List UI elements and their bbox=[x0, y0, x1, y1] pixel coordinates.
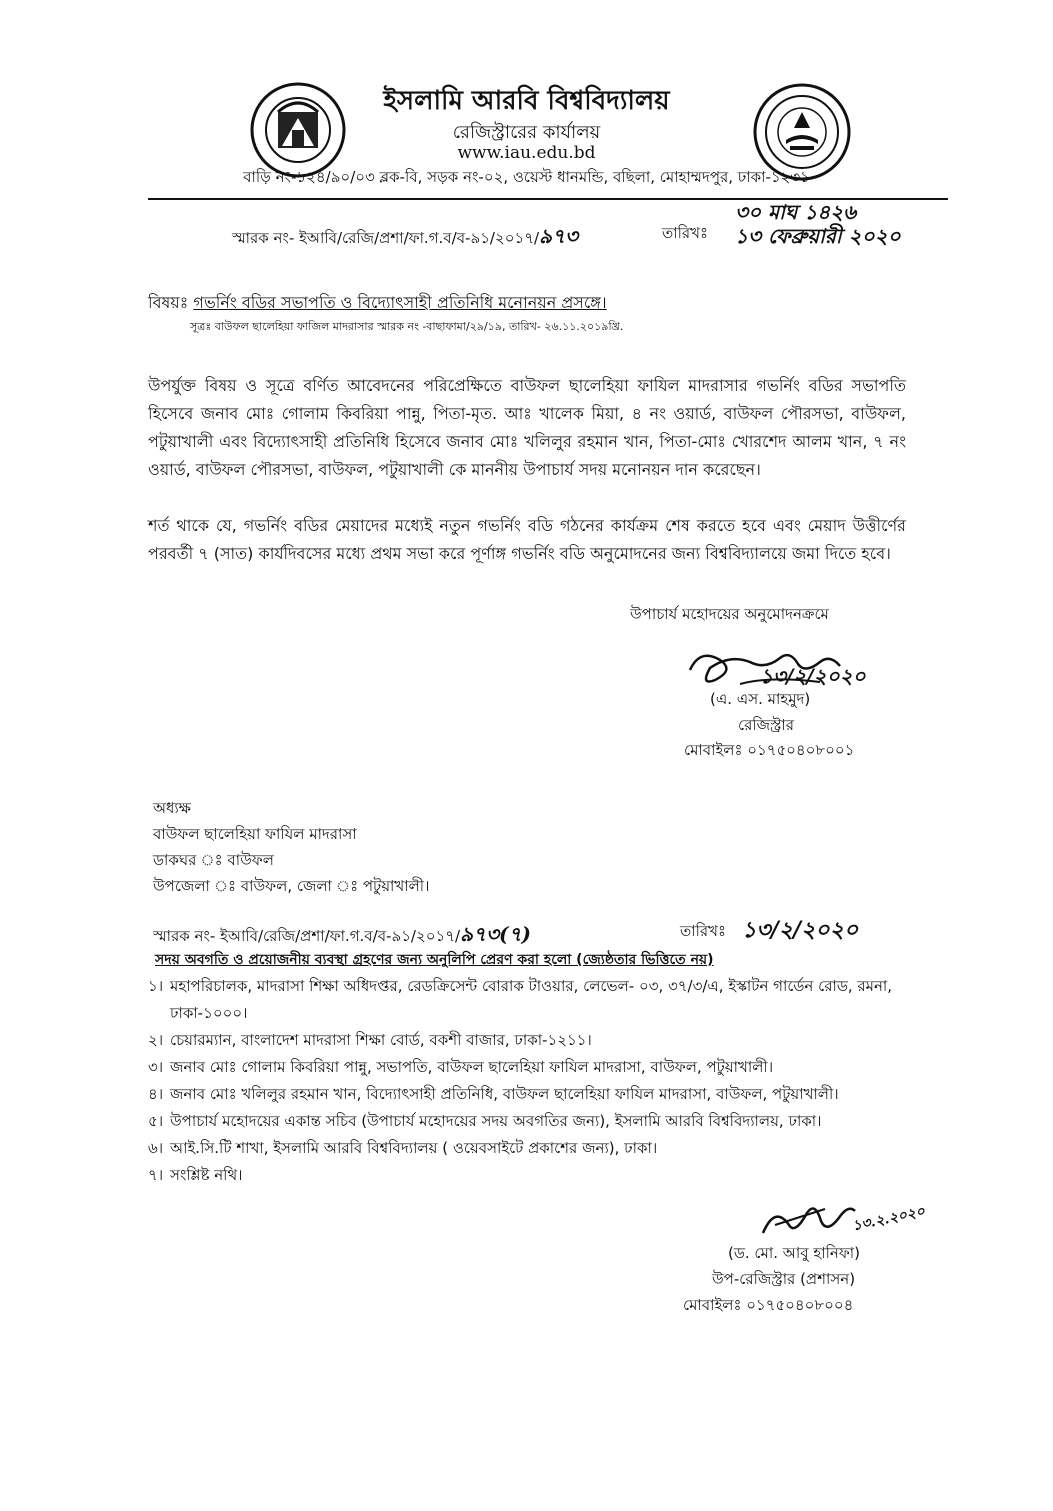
registrar-sign-date: ১৩/২/২০২০ bbox=[760, 664, 866, 688]
memo-number bbox=[232, 222, 578, 255]
recipient-institution: বাউফল ছালেহিয়া ফাযিল মাদরাসা bbox=[153, 825, 357, 843]
list-item-number: ২। bbox=[148, 1031, 164, 1049]
list-item-number: ৭। bbox=[148, 1166, 164, 1184]
memo-date-line2: ১৩ ফেব্রুয়ারী ২০২০ bbox=[735, 224, 901, 248]
deputy-registrar-mobile: মোবাইলঃ ০১৭৫০৪০৮০০৪ bbox=[683, 1296, 854, 1314]
list-item-number: ৩। bbox=[148, 1058, 164, 1076]
memo2-date-label: তারিখঃ bbox=[680, 922, 726, 940]
registrar-name: (এ. এস. মাহমুদ) bbox=[710, 690, 811, 708]
university-name: ইসলামি আরবি বিশ্ববিদ্যালয় bbox=[383, 86, 670, 116]
recipient-designation: অধ্যক্ষ bbox=[153, 799, 191, 817]
memo-number-text: স্মারক নং- ইআবি/রেজি/প্রশা/ফা.গ.ব/ব-৯১/২০১৭/ bbox=[232, 229, 540, 247]
cc-list bbox=[148, 973, 938, 1189]
body-paragraph-1: উপর্যুক্ত বিষয় ও সূত্রে বর্ণিত আবেদনের পরিপ্রেক্ষিতে বাউফল ছালেহিয়া ফাযিল মাদরাসার গভর্নিং বডির সভাপতি হিসেবে জনাব মোঃ গোলাম কিবরিয়া পান্নু, পিতা-মৃত. আঃ খালেক মিয়া, ৪ নং ওয়ার্ড, বাউফল পৌরসভা, বাউফল, পটুয়াখালী এবং বিদ্যোৎসাহী প্রতিনিধি হিসেবে জনাব মোঃ খলিলুর রহমান খান, পিতা-মোঃ খোরশেদ আলম খান, ৭ নং ওয়ার্ড, বাউফল পৌরসভা, বাউফল, পটুয়াখালী কে মাননীয় উপাচার্য সদয় মনোনয়ন দান করেছেন। bbox=[148, 376, 906, 479]
list-item-number: ৫। bbox=[148, 1112, 164, 1130]
recipient-district: উপজেলা ঃ বাউফল, জেলা ঃ পটুয়াখালী। bbox=[153, 877, 430, 895]
list-item bbox=[148, 1081, 938, 1108]
list-item-text: জনাব মোঃ গোলাম কিবরিয়া পান্নু, সভাপতি, বাউফল ছালেহিয়া ফাযিল মাদরাসা, বাউফল, পটুয়াখালী। bbox=[170, 1058, 774, 1076]
list-item bbox=[148, 1027, 938, 1054]
deputy-registrar-signature bbox=[755, 1195, 865, 1249]
memo2-number-text: স্মারক নং- ইআবি/রেজি/প্রশা/ফা.গ.ব/ব-৯১/২০১৭/ bbox=[153, 927, 461, 945]
list-item bbox=[148, 1108, 938, 1135]
subject-text: গভর্নিং বডির সভাপতি ও বিদ্যোৎসাহী প্রতিনিধি মনোনয়ন প্রসঙ্গে। bbox=[193, 293, 607, 312]
list-item bbox=[148, 1054, 938, 1081]
memo2-date: ১৩/২/২০২০ bbox=[742, 917, 859, 943]
list-item-number: ৪। bbox=[148, 1085, 164, 1103]
list-item bbox=[148, 1162, 938, 1189]
cc-heading: সদয় অবগতি ও প্রয়োজনীয় ব্যবস্থা গ্রহণের জন্য অনুলিপি প্রেরণ করা হলো (জ্যেষ্ঠতার ভিত্তিতে নয়) bbox=[155, 952, 714, 968]
approval-note: উপাচার্য মহোদয়ের অনুমোদনক্রমে bbox=[630, 605, 829, 623]
subject-line bbox=[148, 290, 607, 317]
recipient-post-office: ডাকঘর ঃ বাউফল bbox=[153, 851, 274, 869]
deputy-sign-date: ১৩.২.২০২০ bbox=[851, 1203, 927, 1235]
list-item-text: সংশ্লিষ্ট নথি। bbox=[170, 1166, 243, 1184]
deputy-registrar-title: উপ-রেজিস্ট্রার (প্রশাসন) bbox=[712, 1270, 856, 1288]
list-item bbox=[148, 1135, 938, 1162]
list-item bbox=[148, 973, 938, 1027]
memo-date-label: তারিখঃ bbox=[662, 224, 708, 242]
deputy-registrar-name: (ড. মো. আবু হানিফা) bbox=[728, 1244, 860, 1262]
body-paragraph-2: শর্ত থাকে যে, গভর্নিং বডির মেয়াদের মধ্যেই নতুন গভর্নিং বডি গঠনের কার্যক্রম শেষ করতে হবে এবং মেয়াদ উত্তীর্ণের পরবর্তী ৭ (সাত) কার্যদিবসের মধ্যে প্রথম সভা করে পূর্ণাঙ্গ গভর্নিং বডি অনুমোদনের জন্য বিশ্ববিদ্যালয়ে জমা দিতে হবে। bbox=[148, 516, 906, 563]
website-link[interactable]: www.iau.edu.bd bbox=[457, 143, 596, 163]
registrar-title: রেজিস্ট্রার bbox=[738, 716, 795, 734]
list-item-number: ৬। bbox=[148, 1139, 164, 1157]
list-item-text: চেয়ারম্যান, বাংলাদেশ মাদরাসা শিক্ষা বোর্ড, বকশী বাজার, ঢাকা-১২১১। bbox=[170, 1031, 592, 1049]
reference-line: সূত্রঃ বাউফল ছালেহিয়া ফাজিল মাদরাসার স্মারক নং -বাছাফামা/২৯/১৯, তারিখ- ২৬.১১.২০১৯খ্রি. bbox=[190, 320, 624, 333]
list-item-text: উপাচার্য মহোদয়ের একান্ত সচিব (উপাচার্য মহোদয়ের সদয় অবগতির জন্য), ইসলামি আরবি বিশ্ববিদ্যালয়, ঢাকা। bbox=[170, 1112, 822, 1130]
list-item-number: ১। bbox=[148, 977, 164, 995]
registrar-mobile: মোবাইলঃ ০১৭৫০৪০৮০০১ bbox=[684, 741, 855, 759]
memo-date-line1: ৩০ মাঘ ১৪২৬ bbox=[735, 200, 857, 224]
list-item-text: আই.সি.টি শাখা, ইসলামি আরবি বিশ্ববিদ্যালয় ( ওয়েবসাইটে প্রকাশের জন্য), ঢাকা। bbox=[170, 1139, 658, 1157]
subject-label: বিষয়ঃ bbox=[148, 293, 189, 312]
office-address: বাড়ি নং-১২৪/৯০/০৩ ব্লক-বি, সড়ক নং-০২, ওয়েস্ট ধানমন্ডি, বছিলা, মোহাম্মদপুর, ঢাকা-১২৩১ bbox=[243, 168, 810, 186]
list-item-text: মহাপরিচালক, মাদরাসা শিক্ষা অধিদপ্তর, রেডক্রিসেন্ট বোরাক টাওয়ার, লেভেল- ০৩, ৩৭/৩/এ, ইস্কাটন গার্ডেন রোড, রমনা, ঢাকা-১০০০। bbox=[170, 977, 893, 1022]
office-name: রেজিস্ট্রারের কার্যালয় bbox=[452, 122, 601, 143]
memo-handwritten-number: ৯৭৩ bbox=[539, 224, 579, 248]
list-item-text: জনাব মোঃ খলিলুর রহমান খান, বিদ্যোৎসাহী প্রতিনিধি, বাউফল ছালেহিয়া ফাযিল মাদরাসা, বাউফল, পটুয়াখালী। bbox=[170, 1085, 839, 1103]
memo2-handwritten-number: ৯৭৩(৭) bbox=[460, 922, 531, 946]
